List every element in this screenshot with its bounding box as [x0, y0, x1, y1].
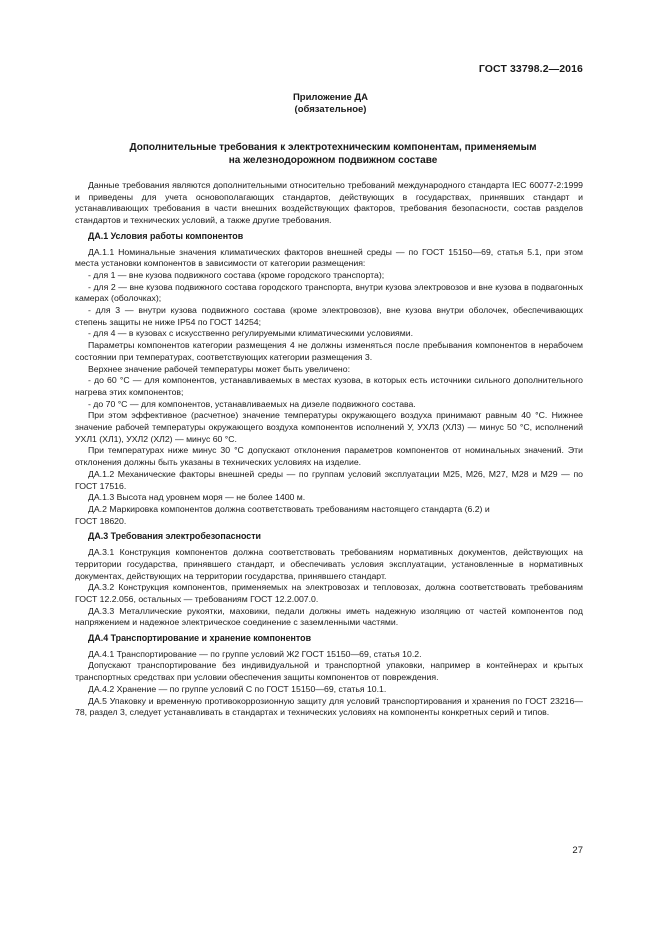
intro-paragraph: Данные требования являются дополнительными относительно требований международного стандарта IEC 60077-2:1999 и приведены для учета основополагающих стандартов, действующих в государствах, принявших стандарт и устанавливающих требования в части внешних воздействующих факторов, требования безопасности, состав разделов стандартов и технических условий, а также другие требования.: [75, 180, 583, 226]
paragraph: ДА.1.3 Высота над уровнем моря — не более 1400 м.: [88, 492, 306, 503]
paragraph: ДА.5 Упаковку и временную противокоррозионную защиту для условий транспортирования и хранения по ГОСТ 23216—78, раздел 3, следует устанавливать в стандартах и технических условиях на компоненты конкретных серий и типов.: [75, 695, 583, 718]
paragraph: ДА.3.2 Конструкция компонентов, применяемых на электровозах и тепловозах, должна соответствовать требованиям ГОСТ 12.2.056, остальных — требованиям ГОСТ 12.2.007.0.: [75, 582, 583, 604]
section-heading-da3: ДА.3 Требования электробезопасности: [88, 531, 261, 542]
page-number: 27: [572, 845, 583, 856]
paragraph: ДА.3.3 Металлические рукоятки, маховики, педали должны иметь надежную изоляцию от частей компонентов под напряжением и надежное электрическое соединение с заземленными частями.: [75, 605, 583, 628]
paragraph: Параметры компонентов категории размещения 4 не должны изменяться после пребывания компонентов в нерабочем состоянии при температурах, соответствующих категории размещения 3.: [75, 340, 583, 362]
list-item: - для 2 — вне кузова подвижного состава городского транспорта, внутри кузова электровозов и вне кузова в подвагонных камерах (оболочках);: [75, 281, 583, 304]
appendix-status: (обязательное): [294, 104, 367, 115]
appendix-heading: [0, 92, 661, 116]
section-heading-da4: ДА.4 Транспортирование и хранение компонентов: [88, 633, 312, 644]
paragraph: ДА.2 Маркировка компонентов должна соответствовать требованиям настоящего стандарта (6.2) и: [88, 503, 490, 514]
list-item: - для 1 — вне кузова подвижного состава (кроме городского транспорта);: [88, 269, 385, 280]
paragraph: ДА.1.2 Механические факторы внешней среды — по группам условий эксплуатации М25, М26, М27, М28 и М29 — по ГОСТ 17516.: [75, 468, 583, 491]
document-body: [75, 180, 583, 719]
paragraph: ДА.4.1 Транспортирование — по группе условий Ж2 ГОСТ 15150—69, статья 10.2.: [88, 648, 422, 659]
paragraph: ДА.4.2 Хранение — по группе условий С по ГОСТ 15150—69, статья 10.1.: [88, 683, 387, 694]
document-title-line-2: на железнодорожном подвижном составе: [228, 155, 438, 166]
standard-code: ГОСТ 33798.2—2016: [478, 63, 583, 75]
paragraph-continuation: ГОСТ 18620.: [75, 515, 127, 526]
paragraph: ДА.1.1 Номинальные значения климатических факторов внешней среды — по ГОСТ 15150—69, статья 5.1, при этом места установки компонентов в зависимости от категории размещения:: [75, 246, 583, 269]
list-item: - для 4 — в кузовах с искусственно регулируемыми климатическими условиями.: [88, 328, 413, 339]
list-item: - до 60 °С — для компонентов, устанавливаемых в местах кузова, в которых есть источники сильного дополнительного нагрева этих компонентов;: [75, 375, 583, 397]
section-heading-da1: ДА.1 Условия работы компонентов: [88, 230, 244, 241]
paragraph: ДА.3.1 Конструкция компонентов должна соответствовать требованиям нормативных документов, действующих на территории государства, принявшего стандарт, и обеспечивать условия эксплуатации, установленные в нормативных документах, действующих на территории государства, принявшего стандарт.: [75, 547, 583, 581]
document-title: [80, 141, 586, 167]
document-title-line-1: Дополнительные требования к электротехническим компонентам, применяемым: [129, 142, 537, 153]
paragraph: При этом эффективное (расчетное) значение температуры окружающего воздуха принимают равным 40 °С. Нижнее значение рабочей температуры окружающего воздуха компонентов исполнений У, УХЛ3 (ХЛ3) — минус 50 °С, исполнений УХЛ1 (ХЛ1), УХЛ2 (ХЛ2) — минус 60 °С.: [75, 410, 583, 444]
list-item: - до 70 °С — для компонентов, устанавливаемых на дизеле подвижного состава.: [88, 398, 416, 409]
paragraph: Верхнее значение рабочей температуры может быть увеличено:: [88, 363, 350, 374]
paragraph: Допускают транспортирование без индивидуальной и транспортной упаковки, например в контейнерах и крытых транспортных средствах при условии обеспечения защиты компонентов от повреждения.: [75, 660, 583, 683]
appendix-title: Приложение ДА: [292, 92, 369, 103]
list-item: - для 3 — внутри кузова подвижного состава (кроме электровозов), вне кузова внутри оболочек, обеспечивающих степень защиты не ниже IP54 по ГОСТ 14254;: [75, 305, 583, 327]
paragraph: При температурах ниже минус 30 °С допускают отклонения параметров компонентов от номинальных значений. Эти отклонения должны быть указаны в технических условиях на изделие.: [75, 445, 583, 468]
